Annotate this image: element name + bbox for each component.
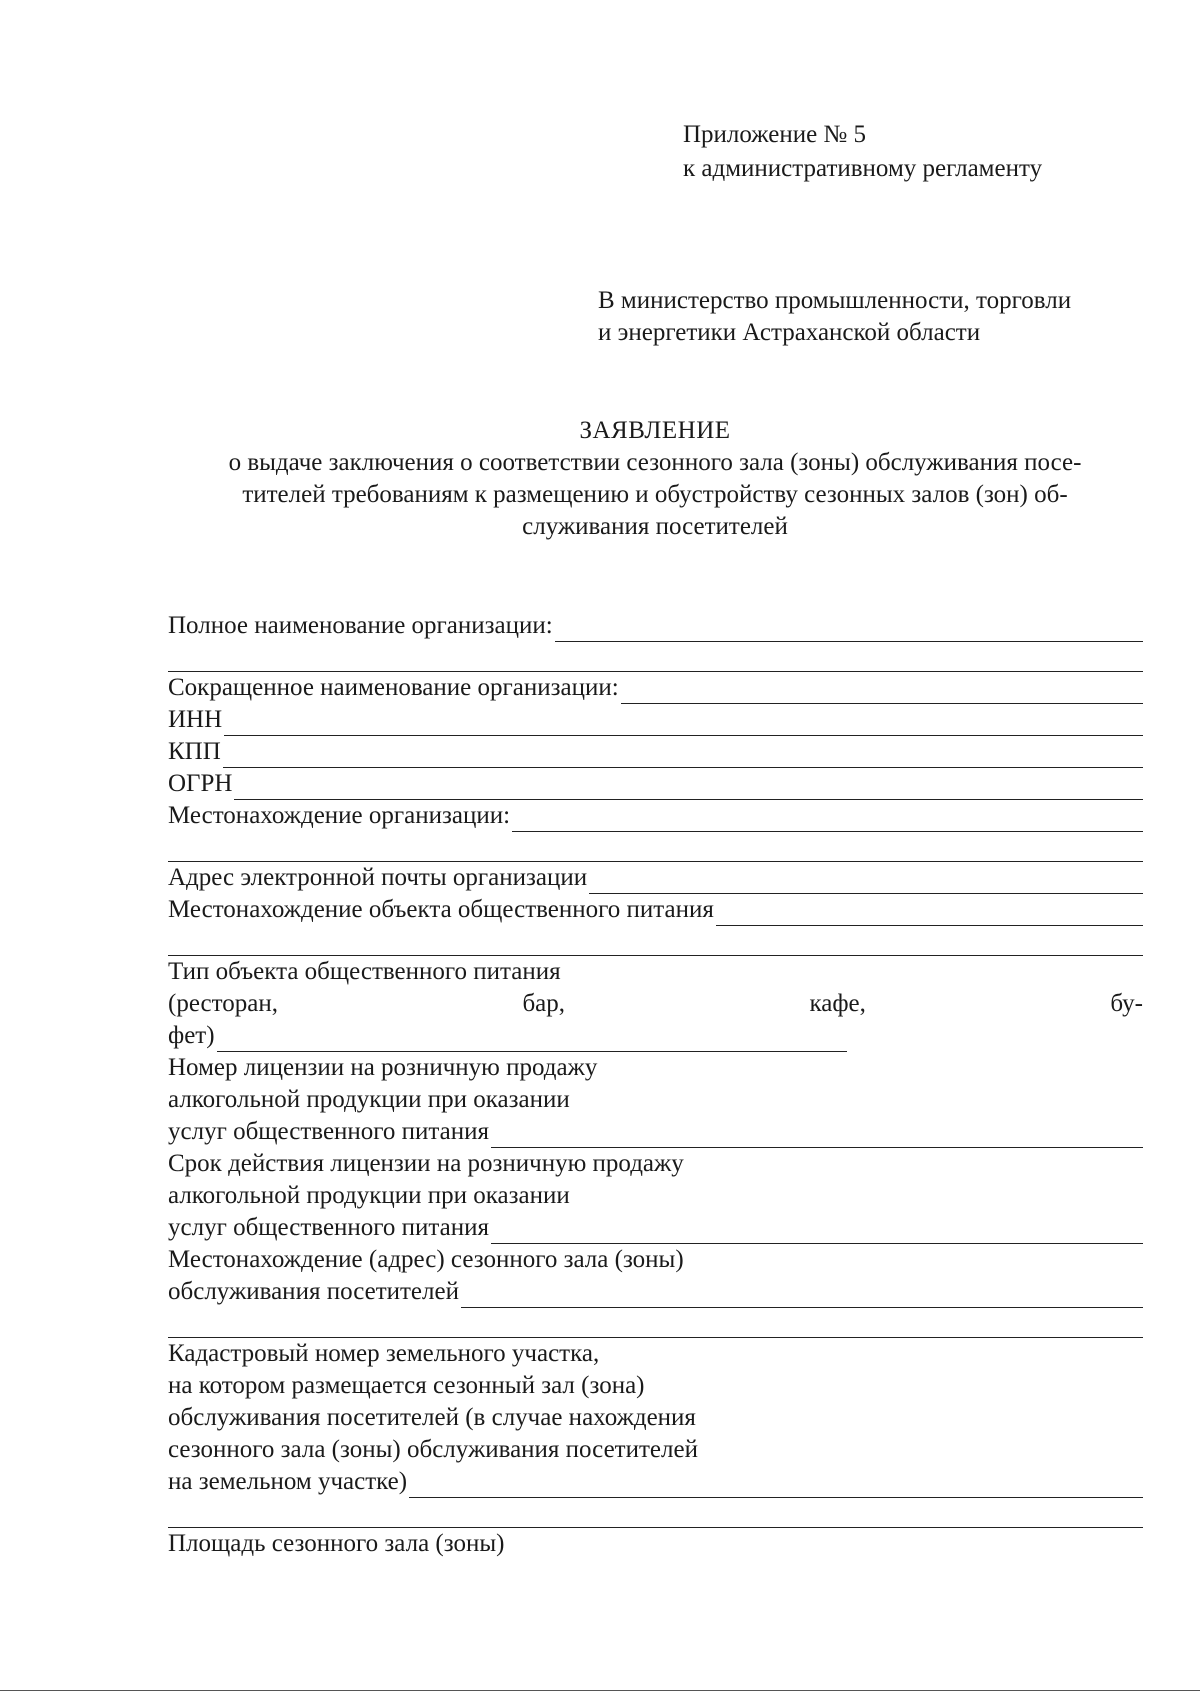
addressee-line-1: В министерство промышленности, торговли [598, 287, 1072, 314]
cadastral-number-field[interactable] [409, 1473, 1143, 1498]
short-name-field[interactable] [621, 679, 1143, 704]
cadastral-number-field-continued[interactable] [168, 1503, 1143, 1528]
cadastral-label-line-4: сезонного зала (зоны) обслуживания посетителей [168, 1436, 698, 1463]
location-row [168, 800, 1143, 832]
cadastral-label-line-5: на земельном участке) [168, 1468, 408, 1495]
short-name-row [168, 672, 1143, 704]
type-option-buffet-part: бу- [1110, 990, 1143, 1017]
title-block [160, 415, 1150, 543]
license-label-line-2: алкогольной продукции при оказании [168, 1086, 570, 1113]
seasonal-location-continuation [168, 1308, 1143, 1338]
inn-label: ИНН [168, 706, 223, 733]
validity-label-line-2: алкогольной продукции при оказании [168, 1182, 570, 1209]
type-row [168, 1020, 1143, 1052]
type-option-cafe: кафе, [809, 990, 866, 1017]
email-field[interactable] [589, 869, 1143, 894]
area-label: Площадь сезонного зала (зоны) [168, 1530, 505, 1557]
cadastral-label-line-2: на котором размещается сезонный зал (зона) [168, 1372, 645, 1399]
validity-label-line-3: услуг общественного питания [168, 1214, 490, 1241]
seasonal-location-label-line-2: обслуживания посетителей [168, 1278, 459, 1305]
location-field[interactable] [512, 807, 1143, 832]
full-name-field[interactable] [555, 617, 1143, 642]
document-subtitle-line-3: служивания посетителей [522, 513, 788, 540]
email-row [168, 862, 1143, 894]
catering-location-field[interactable] [716, 901, 1143, 926]
catering-location-label: Местонахождение объекта общественного питания [168, 896, 714, 923]
addressee-block [598, 285, 1071, 349]
cadastral-label-line-1: Кадастровый номер земельного участка, [168, 1340, 600, 1367]
license-label-line-3: услуг общественного питания [168, 1118, 490, 1145]
catering-location-continuation [168, 926, 1143, 956]
full-name-continuation [168, 642, 1143, 672]
full-name-row [168, 610, 1143, 642]
cadastral-label-line-3: обслуживания посетителей (в случае нахождения [168, 1404, 696, 1431]
cadastral-continuation [168, 1498, 1143, 1528]
inn-field[interactable] [224, 711, 1143, 736]
license-row [168, 1116, 1143, 1148]
page-bottom-edge [0, 1690, 1200, 1691]
catering-location-row [168, 894, 1143, 926]
appendix-header [683, 118, 1042, 186]
catering-location-field-continued[interactable] [168, 931, 1143, 956]
email-label: Адрес электронной почты организации [168, 864, 588, 891]
seasonal-location-row [168, 1276, 1143, 1308]
location-label: Местонахождение организации: [168, 802, 511, 829]
inn-row [168, 704, 1143, 736]
license-validity-field[interactable] [491, 1219, 1143, 1244]
type-option-bar: бар, [522, 990, 566, 1017]
seasonal-location-field[interactable] [461, 1283, 1143, 1308]
location-continuation [168, 832, 1143, 862]
location-field-continued[interactable] [168, 837, 1143, 862]
addressee-line-2: и энергетики Астраханской области [598, 319, 981, 346]
type-label: Тип объекта общественного питания [168, 958, 561, 985]
type-option-restaurant: (ресторан, [168, 990, 278, 1017]
seasonal-location-field-continued[interactable] [168, 1313, 1143, 1338]
kpp-row [168, 736, 1143, 768]
document-title: ЗАЯВЛЕНИЕ [579, 417, 731, 444]
validity-row [168, 1212, 1143, 1244]
license-number-field[interactable] [491, 1123, 1143, 1148]
type-field[interactable] [217, 1027, 847, 1052]
ogrn-label: ОГРН [168, 770, 233, 797]
license-label-line-1: Номер лицензии на розничную продажу [168, 1054, 598, 1081]
application-form [168, 610, 1143, 1560]
ogrn-row [168, 768, 1143, 800]
seasonal-location-label-line-1: Местонахождение (адрес) сезонного зала (зоны) [168, 1246, 684, 1273]
appendix-number: Приложение № 5 [683, 121, 867, 148]
full-name-label: Полное наименование организации: [168, 612, 553, 639]
short-name-label: Сокращенное наименование организации: [168, 674, 619, 701]
type-label-end: фет) [168, 1022, 215, 1049]
document-subtitle-line-2: тителей требованиям к размещению и обустройству сезонных залов (зон) об- [242, 481, 1068, 508]
cadastral-row [168, 1466, 1143, 1498]
full-name-field-continued[interactable] [168, 647, 1143, 672]
appendix-reference: к административному регламенту [683, 155, 1043, 182]
kpp-label: КПП [168, 738, 221, 765]
type-options [168, 988, 1143, 1020]
ogrn-field[interactable] [234, 775, 1143, 800]
document-subtitle-line-1: о выдаче заключения о соответствии сезонного зала (зоны) обслуживания посе- [228, 449, 1082, 476]
validity-label-line-1: Срок действия лицензии на розничную продажу [168, 1150, 684, 1177]
kpp-field[interactable] [223, 743, 1143, 768]
